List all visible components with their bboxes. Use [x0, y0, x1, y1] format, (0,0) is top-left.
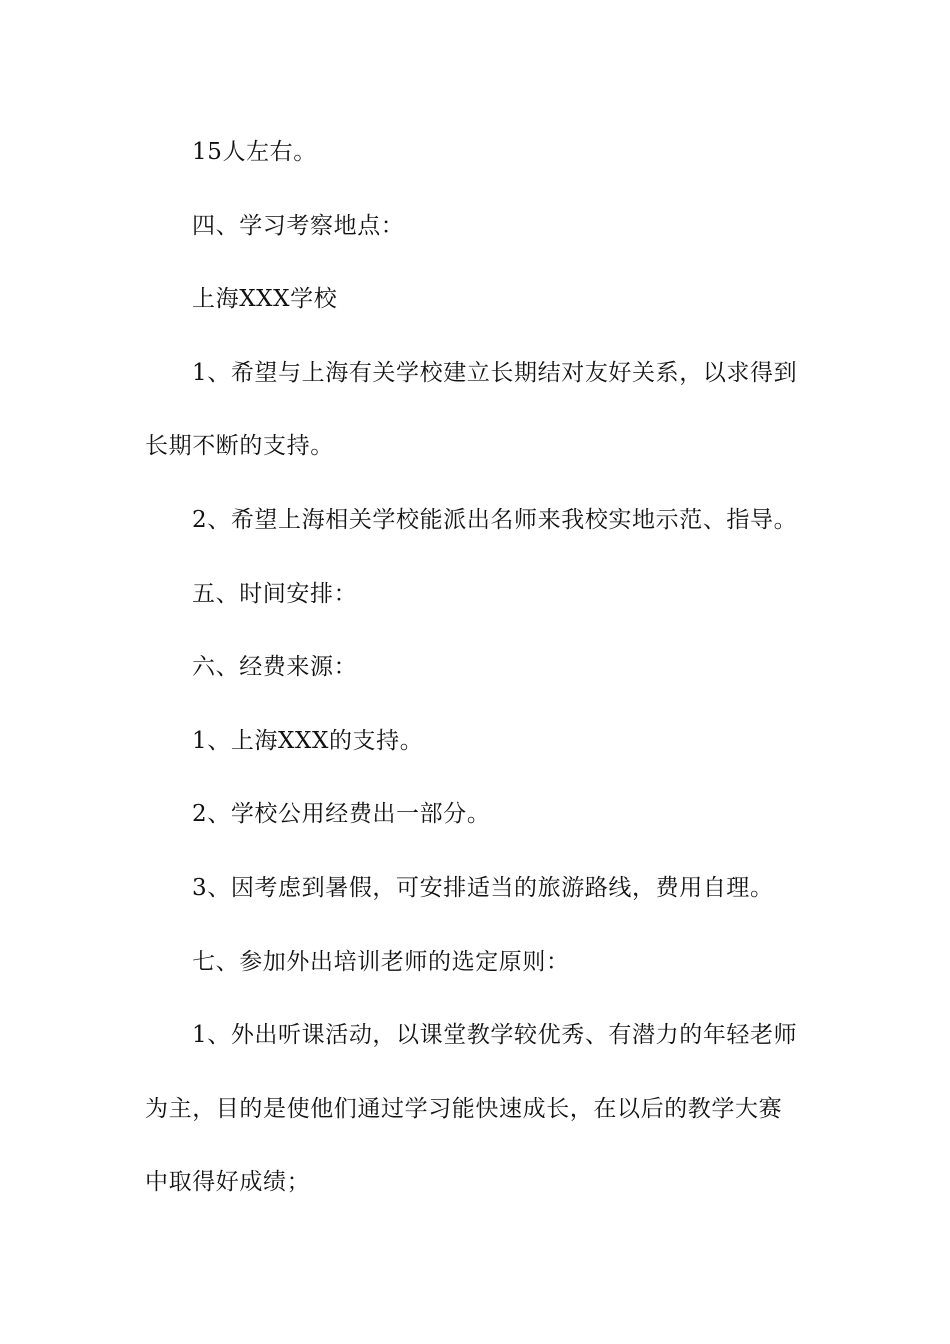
- text-line-14: 为主，目的是使他们通过学习能快速成长，在以后的教学大赛: [145, 1095, 783, 1122]
- document-body: [145, 126, 810, 1230]
- text-line-9: 1、上海XXX的支持。: [192, 727, 424, 754]
- text-line-13: 1、外出听课活动，以课堂教学较优秀、有潜力的年轻老师: [192, 1022, 798, 1049]
- section-heading-funding: 六、经费来源：: [192, 654, 358, 681]
- text-line-10: 2、学校公用经费出一部分。: [192, 801, 491, 828]
- section-heading-selection: 七、参加外出培训老师的选定原则：: [192, 948, 570, 975]
- text-line-4: 1、希望与上海有关学校建立长期结对友好关系，以求得到: [192, 359, 798, 386]
- text-line-15: 中取得好成绩；: [145, 1169, 311, 1196]
- text-line-11: 3、因考虑到暑假，可安排适当的旅游路线，费用自理。: [192, 874, 774, 901]
- text-line-6: 2、希望上海相关学校能派出名师来我校实地示范、指导。: [192, 506, 798, 533]
- text-line-3: 上海XXX学校: [192, 286, 338, 313]
- section-heading-schedule: 五、时间安排：: [192, 580, 358, 607]
- section-heading-location: 四、学习考察地点：: [192, 212, 405, 239]
- text-line-1: 15人左右。: [192, 139, 317, 165]
- text-line-5: 长期不断的支持。: [145, 433, 334, 460]
